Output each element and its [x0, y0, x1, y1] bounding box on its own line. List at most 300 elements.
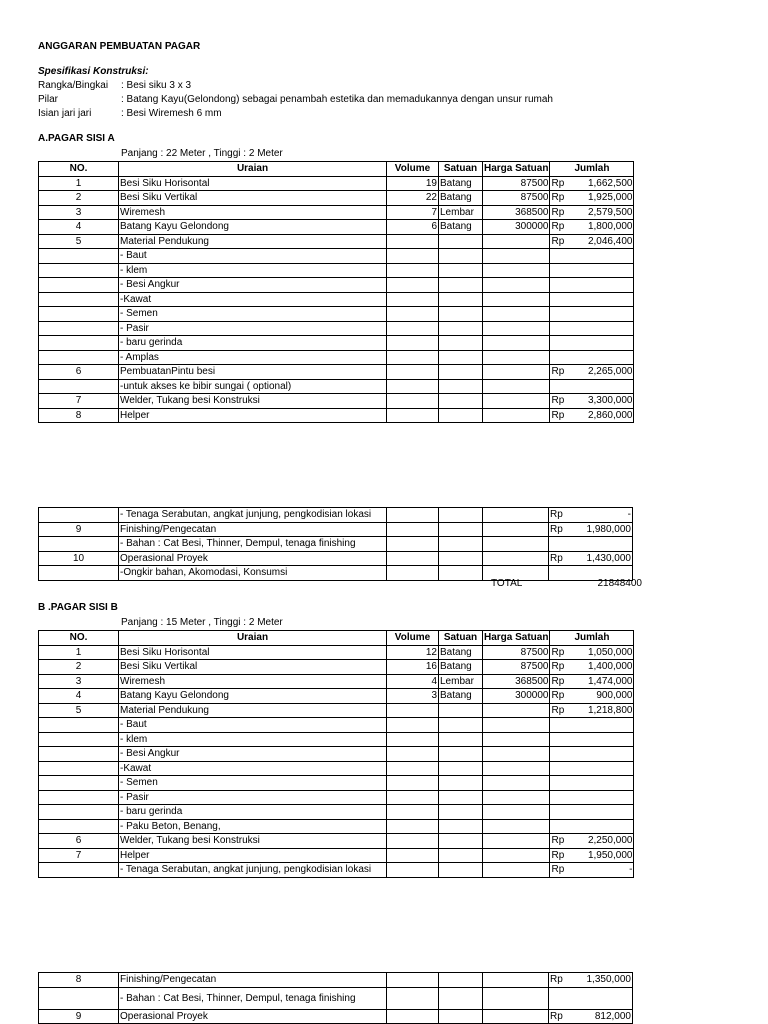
- cell-volume: [387, 336, 439, 351]
- cell-harga: [483, 278, 550, 293]
- cell-rp: [550, 718, 568, 733]
- cell-harga: 300000: [483, 689, 550, 704]
- cell-no: 8: [39, 973, 119, 988]
- cell-harga: 87500: [483, 645, 550, 660]
- cell-jumlah: [568, 747, 634, 762]
- cell-jumlah: 1,430,000: [567, 551, 633, 566]
- cell-uraian: - Semen: [119, 776, 387, 791]
- cell-harga: [483, 718, 550, 733]
- cell-rp: [550, 307, 568, 322]
- cell-jumlah: 1,800,000: [568, 220, 634, 235]
- cell-harga: [483, 761, 550, 776]
- cell-harga: [483, 863, 550, 878]
- cell-jumlah: [568, 790, 634, 805]
- cell-jumlah: [568, 263, 634, 278]
- cell-jumlah: [568, 761, 634, 776]
- table-row: [39, 394, 634, 409]
- cell-uraian: Material Pendukung: [119, 234, 387, 249]
- cell-jumlah: [568, 819, 634, 834]
- cell-harga: [483, 321, 550, 336]
- cell-volume: [387, 292, 439, 307]
- col-header-harga: Harga Satuan: [484, 632, 549, 644]
- cell-jumlah: 1,925,000: [568, 191, 634, 206]
- cell-rp: Rp: [550, 674, 568, 689]
- cell-uraian: - Tenaga Serabutan, angkat junjung, pengkodisian lokasi: [119, 508, 387, 523]
- cell-satuan: [439, 973, 483, 988]
- cell-harga: [483, 365, 550, 380]
- cell-satuan: [439, 1009, 483, 1024]
- table-row: [39, 689, 634, 704]
- page-title: ANGGARAN PEMBUATAN PAGAR: [38, 41, 201, 52]
- cell-no: 8: [39, 408, 119, 423]
- cell-satuan: Batang: [439, 176, 483, 191]
- cell-uraian: Helper: [119, 408, 387, 423]
- cell-no: [39, 776, 119, 791]
- col-header-satuan: Satuan: [439, 631, 483, 646]
- cell-satuan: [439, 408, 483, 423]
- cell-no: [39, 508, 119, 523]
- cell-uraian: Operasional Proyek: [119, 1009, 387, 1024]
- cell-no: 2: [39, 191, 119, 206]
- cell-no: [39, 379, 119, 394]
- cell-harga: [483, 350, 550, 365]
- cell-rp: Rp: [550, 220, 568, 235]
- cell-harga: [483, 263, 550, 278]
- cell-no: 9: [39, 522, 119, 537]
- cell-jumlah: 900,000: [568, 689, 634, 704]
- cell-harga: [483, 394, 550, 409]
- cell-satuan: Batang: [439, 191, 483, 206]
- cell-no: [39, 263, 119, 278]
- table-row: [39, 863, 634, 878]
- budget-table-a-part1: [38, 161, 634, 423]
- cell-harga: [483, 973, 549, 988]
- cell-uraian: Helper: [119, 848, 387, 863]
- cell-volume: [387, 987, 439, 1009]
- section-b-dims: Panjang : 15 Meter , Tinggi : 2 Meter: [121, 617, 283, 628]
- cell-volume: [387, 732, 439, 747]
- cell-satuan: [439, 703, 483, 718]
- cell-harga: [483, 805, 550, 820]
- col-header-jumlah: Jumlah: [550, 631, 634, 646]
- cell-no: 1: [39, 176, 119, 191]
- table-row: [39, 551, 633, 566]
- cell-rp: [550, 278, 568, 293]
- cell-rp: Rp: [549, 522, 567, 537]
- budget-table-b-part1: [38, 630, 634, 878]
- cell-satuan: [439, 350, 483, 365]
- cell-uraian: - Pasir: [119, 790, 387, 805]
- cell-satuan: [439, 718, 483, 733]
- cell-uraian: - Baut: [119, 249, 387, 264]
- cell-harga: [483, 834, 550, 849]
- cell-uraian: - Besi Angkur: [119, 278, 387, 293]
- table-row: [39, 790, 634, 805]
- cell-rp: [549, 537, 567, 552]
- col-header-jumlah: Jumlah: [550, 162, 634, 177]
- cell-volume: [387, 508, 439, 523]
- cell-satuan: [439, 365, 483, 380]
- cell-harga: [483, 848, 550, 863]
- cell-satuan: [439, 278, 483, 293]
- cell-jumlah: 1,050,000: [568, 645, 634, 660]
- spec-value: : Batang Kayu(Gelondong) sebagai penambah estetika dan memadukannya dengan unsur rumah: [121, 94, 553, 105]
- cell-jumlah: 2,579,500: [568, 205, 634, 220]
- table-row: [39, 805, 634, 820]
- cell-jumlah: [568, 336, 634, 351]
- cell-no: [39, 350, 119, 365]
- cell-rp: Rp: [550, 205, 568, 220]
- table-row: [39, 205, 634, 220]
- cell-harga: 300000: [483, 220, 550, 235]
- cell-jumlah: 2,046,400: [568, 234, 634, 249]
- cell-volume: [387, 278, 439, 293]
- cell-satuan: [439, 732, 483, 747]
- col-header-uraian: Uraian: [119, 162, 387, 177]
- table-row: [39, 776, 634, 791]
- cell-volume: [387, 863, 439, 878]
- col-header-no: NO.: [39, 162, 119, 177]
- cell-rp: [550, 336, 568, 351]
- cell-harga: [483, 408, 550, 423]
- cell-harga: 87500: [483, 660, 550, 675]
- cell-satuan: [439, 747, 483, 762]
- cell-satuan: [439, 292, 483, 307]
- cell-satuan: [439, 522, 483, 537]
- cell-harga: [483, 790, 550, 805]
- cell-harga: [483, 336, 550, 351]
- cell-uraian: Besi Siku Vertikal: [119, 660, 387, 675]
- cell-no: [39, 537, 119, 552]
- cell-harga: [483, 379, 550, 394]
- cell-uraian: Finishing/Pengecatan: [119, 522, 387, 537]
- cell-rp: [550, 776, 568, 791]
- spec-label: Pilar: [38, 94, 59, 105]
- section-a-title: A.PAGAR SISI A: [38, 133, 115, 144]
- table-row: [39, 848, 634, 863]
- cell-volume: [387, 234, 439, 249]
- cell-rp: [550, 263, 568, 278]
- cell-rp: Rp: [550, 234, 568, 249]
- cell-jumlah: [568, 292, 634, 307]
- cell-harga: [483, 249, 550, 264]
- cell-jumlah: 812,000: [567, 1009, 633, 1024]
- cell-harga: [483, 508, 549, 523]
- cell-volume: [387, 973, 439, 988]
- cell-volume: [387, 408, 439, 423]
- table-row: [39, 220, 634, 235]
- table-row: [39, 660, 634, 675]
- cell-satuan: [439, 336, 483, 351]
- table-row: [39, 249, 634, 264]
- cell-jumlah: [567, 987, 633, 1009]
- cell-no: [39, 718, 119, 733]
- cell-harga: [483, 732, 550, 747]
- cell-satuan: [439, 508, 483, 523]
- cell-uraian: -Kawat: [119, 761, 387, 776]
- cell-volume: [387, 703, 439, 718]
- cell-satuan: [439, 776, 483, 791]
- table-row: [39, 732, 634, 747]
- cell-satuan: [439, 819, 483, 834]
- table-row: [39, 537, 633, 552]
- cell-harga: 87500: [483, 191, 550, 206]
- cell-rp: Rp: [550, 848, 568, 863]
- cell-uraian: -Kawat: [119, 292, 387, 307]
- spec-label: Isian jari jari: [38, 108, 92, 119]
- cell-harga: [483, 703, 550, 718]
- table-row: [39, 718, 634, 733]
- cell-volume: [387, 805, 439, 820]
- cell-uraian: Batang Kayu Gelondong: [119, 220, 387, 235]
- cell-jumlah: [568, 805, 634, 820]
- cell-no: 10: [39, 551, 119, 566]
- table-row: [39, 307, 634, 322]
- col-header-no: NO.: [39, 631, 119, 646]
- cell-satuan: [439, 790, 483, 805]
- cell-volume: 22: [387, 191, 439, 206]
- cell-jumlah: -: [567, 508, 633, 523]
- budget-table-b-part2: [38, 972, 633, 1024]
- table-header-row: [39, 631, 634, 646]
- cell-satuan: [439, 307, 483, 322]
- table-row: [39, 350, 634, 365]
- cell-no: [39, 321, 119, 336]
- cell-harga: [483, 987, 549, 1009]
- table-row: [39, 321, 634, 336]
- cell-volume: [387, 522, 439, 537]
- cell-no: [39, 307, 119, 322]
- cell-uraian: - Pasir: [119, 321, 387, 336]
- cell-rp: Rp: [549, 973, 567, 988]
- cell-harga: 87500: [483, 176, 550, 191]
- col-header-uraian: Uraian: [119, 631, 387, 646]
- cell-volume: [387, 551, 439, 566]
- cell-satuan: [439, 848, 483, 863]
- cell-jumlah: [568, 718, 634, 733]
- spec-value: : Besi Wiremesh 6 mm: [121, 108, 222, 119]
- section-b-title: B .PAGAR SISI B: [38, 602, 118, 613]
- cell-satuan: [439, 234, 483, 249]
- cell-volume: [387, 1009, 439, 1024]
- col-header-satuan: Satuan: [439, 162, 483, 177]
- cell-volume: [387, 718, 439, 733]
- cell-jumlah: 1,662,500: [568, 176, 634, 191]
- cell-uraian: Besi Siku Horisontal: [119, 176, 387, 191]
- cell-rp: [550, 790, 568, 805]
- table-row: [39, 987, 633, 1009]
- cell-volume: 3: [387, 689, 439, 704]
- cell-no: 3: [39, 205, 119, 220]
- cell-jumlah: [568, 379, 634, 394]
- cell-satuan: [439, 834, 483, 849]
- table-row: [39, 566, 633, 581]
- table-row: [39, 819, 634, 834]
- cell-jumlah: 1,350,000: [567, 973, 633, 988]
- cell-harga: 368500: [483, 205, 550, 220]
- table-row: [39, 522, 633, 537]
- cell-rp: [550, 761, 568, 776]
- cell-jumlah: 2,250,000: [568, 834, 634, 849]
- cell-uraian: Finishing/Pengecatan: [119, 973, 387, 988]
- cell-no: 7: [39, 848, 119, 863]
- cell-uraian: PembuatanPintu besi: [119, 365, 387, 380]
- cell-harga: [483, 776, 550, 791]
- cell-volume: [387, 321, 439, 336]
- cell-no: 6: [39, 834, 119, 849]
- table-row: [39, 278, 634, 293]
- cell-jumlah: [568, 732, 634, 747]
- table-row: [39, 408, 634, 423]
- cell-uraian: Welder, Tukang besi Konstruksi: [119, 394, 387, 409]
- cell-rp: Rp: [550, 176, 568, 191]
- cell-satuan: [439, 394, 483, 409]
- cell-no: [39, 566, 119, 581]
- cell-rp: Rp: [550, 191, 568, 206]
- table-row: [39, 336, 634, 351]
- cell-jumlah: -: [568, 863, 634, 878]
- cell-rp: [550, 732, 568, 747]
- cell-satuan: Lembar: [439, 205, 483, 220]
- table-row: [39, 365, 634, 380]
- cell-uraian: - baru gerinda: [119, 805, 387, 820]
- cell-no: [39, 732, 119, 747]
- cell-uraian: Besi Siku Horisontal: [119, 645, 387, 660]
- cell-volume: [387, 819, 439, 834]
- cell-no: [39, 790, 119, 805]
- cell-harga: [483, 1009, 549, 1024]
- cell-rp: Rp: [550, 394, 568, 409]
- cell-volume: [387, 263, 439, 278]
- cell-no: [39, 819, 119, 834]
- cell-volume: [387, 566, 439, 581]
- table-row: [39, 292, 634, 307]
- cell-no: [39, 292, 119, 307]
- cell-satuan: [439, 987, 483, 1009]
- cell-jumlah: 1,980,000: [567, 522, 633, 537]
- cell-rp: [550, 249, 568, 264]
- cell-satuan: [439, 379, 483, 394]
- cell-uraian: Welder, Tukang besi Konstruksi: [119, 834, 387, 849]
- cell-satuan: Lembar: [439, 674, 483, 689]
- table-row: [39, 761, 634, 776]
- cell-uraian: - Tenaga Serabutan, angkat junjung, pengkodisian lokasi: [119, 863, 387, 878]
- cell-uraian: - Baut: [119, 718, 387, 733]
- cell-no: 4: [39, 220, 119, 235]
- cell-rp: Rp: [549, 1009, 567, 1024]
- cell-harga: [483, 292, 550, 307]
- cell-rp: Rp: [550, 703, 568, 718]
- cell-rp: [550, 379, 568, 394]
- cell-volume: [387, 537, 439, 552]
- cell-satuan: Batang: [439, 220, 483, 235]
- cell-harga: [483, 537, 549, 552]
- cell-rp: [550, 805, 568, 820]
- cell-satuan: [439, 761, 483, 776]
- cell-no: 2: [39, 660, 119, 675]
- cell-volume: [387, 790, 439, 805]
- cell-no: 9: [39, 1009, 119, 1024]
- table-row: [39, 1009, 633, 1024]
- cell-volume: 12: [387, 645, 439, 660]
- table-row: [39, 191, 634, 206]
- cell-harga: [483, 747, 550, 762]
- cell-no: 1: [39, 645, 119, 660]
- cell-jumlah: [568, 307, 634, 322]
- cell-uraian: Material Pendukung: [119, 703, 387, 718]
- cell-jumlah: [567, 537, 633, 552]
- cell-jumlah: 2,265,000: [568, 365, 634, 380]
- cell-rp: [550, 292, 568, 307]
- cell-volume: [387, 776, 439, 791]
- col-header-volume: Volume: [387, 631, 439, 646]
- cell-uraian: -untuk akses ke bibir sungai ( optional): [119, 379, 387, 394]
- cell-no: 7: [39, 394, 119, 409]
- cell-volume: [387, 249, 439, 264]
- col-header-volume: Volume: [387, 162, 439, 177]
- table-row: [39, 747, 634, 762]
- cell-uraian: Operasional Proyek: [119, 551, 387, 566]
- cell-jumlah: 1,400,000: [568, 660, 634, 675]
- cell-satuan: [439, 551, 483, 566]
- cell-no: [39, 761, 119, 776]
- cell-no: 5: [39, 703, 119, 718]
- cell-rp: [550, 747, 568, 762]
- table-row: [39, 379, 634, 394]
- cell-harga: [483, 551, 549, 566]
- cell-uraian: Wiremesh: [119, 205, 387, 220]
- cell-no: [39, 805, 119, 820]
- cell-volume: 6: [387, 220, 439, 235]
- cell-jumlah: 1,218,800: [568, 703, 634, 718]
- cell-volume: [387, 379, 439, 394]
- cell-rp: [550, 819, 568, 834]
- cell-jumlah: [568, 321, 634, 336]
- cell-harga: [483, 522, 549, 537]
- table-row: [39, 703, 634, 718]
- cell-rp: Rp: [550, 408, 568, 423]
- table-row: [39, 973, 633, 988]
- cell-rp: Rp: [549, 551, 567, 566]
- cell-harga: 368500: [483, 674, 550, 689]
- cell-volume: [387, 394, 439, 409]
- cell-satuan: [439, 863, 483, 878]
- cell-jumlah: [568, 776, 634, 791]
- cell-satuan: [439, 249, 483, 264]
- cell-no: 5: [39, 234, 119, 249]
- table-row: [39, 263, 634, 278]
- cell-volume: [387, 350, 439, 365]
- cell-jumlah: [568, 278, 634, 293]
- cell-uraian: - baru gerinda: [119, 336, 387, 351]
- cell-jumlah: 1,950,000: [568, 848, 634, 863]
- cell-uraian: - Bahan : Cat Besi, Thinner, Dempul, tenaga finishing: [119, 537, 387, 552]
- cell-satuan: Batang: [439, 689, 483, 704]
- cell-jumlah: [568, 249, 634, 264]
- cell-jumlah: 2,860,000: [568, 408, 634, 423]
- cell-rp: Rp: [550, 689, 568, 704]
- cell-volume: [387, 834, 439, 849]
- spec-value: : Besi siku 3 x 3: [121, 80, 192, 91]
- cell-jumlah: 3,300,000: [568, 394, 634, 409]
- cell-volume: 7: [387, 205, 439, 220]
- table-header-row: [39, 162, 634, 177]
- cell-uraian: - Besi Angkur: [119, 747, 387, 762]
- cell-uraian: Besi Siku Vertikal: [119, 191, 387, 206]
- table-row: [39, 645, 634, 660]
- table-row: [39, 674, 634, 689]
- cell-no: 3: [39, 674, 119, 689]
